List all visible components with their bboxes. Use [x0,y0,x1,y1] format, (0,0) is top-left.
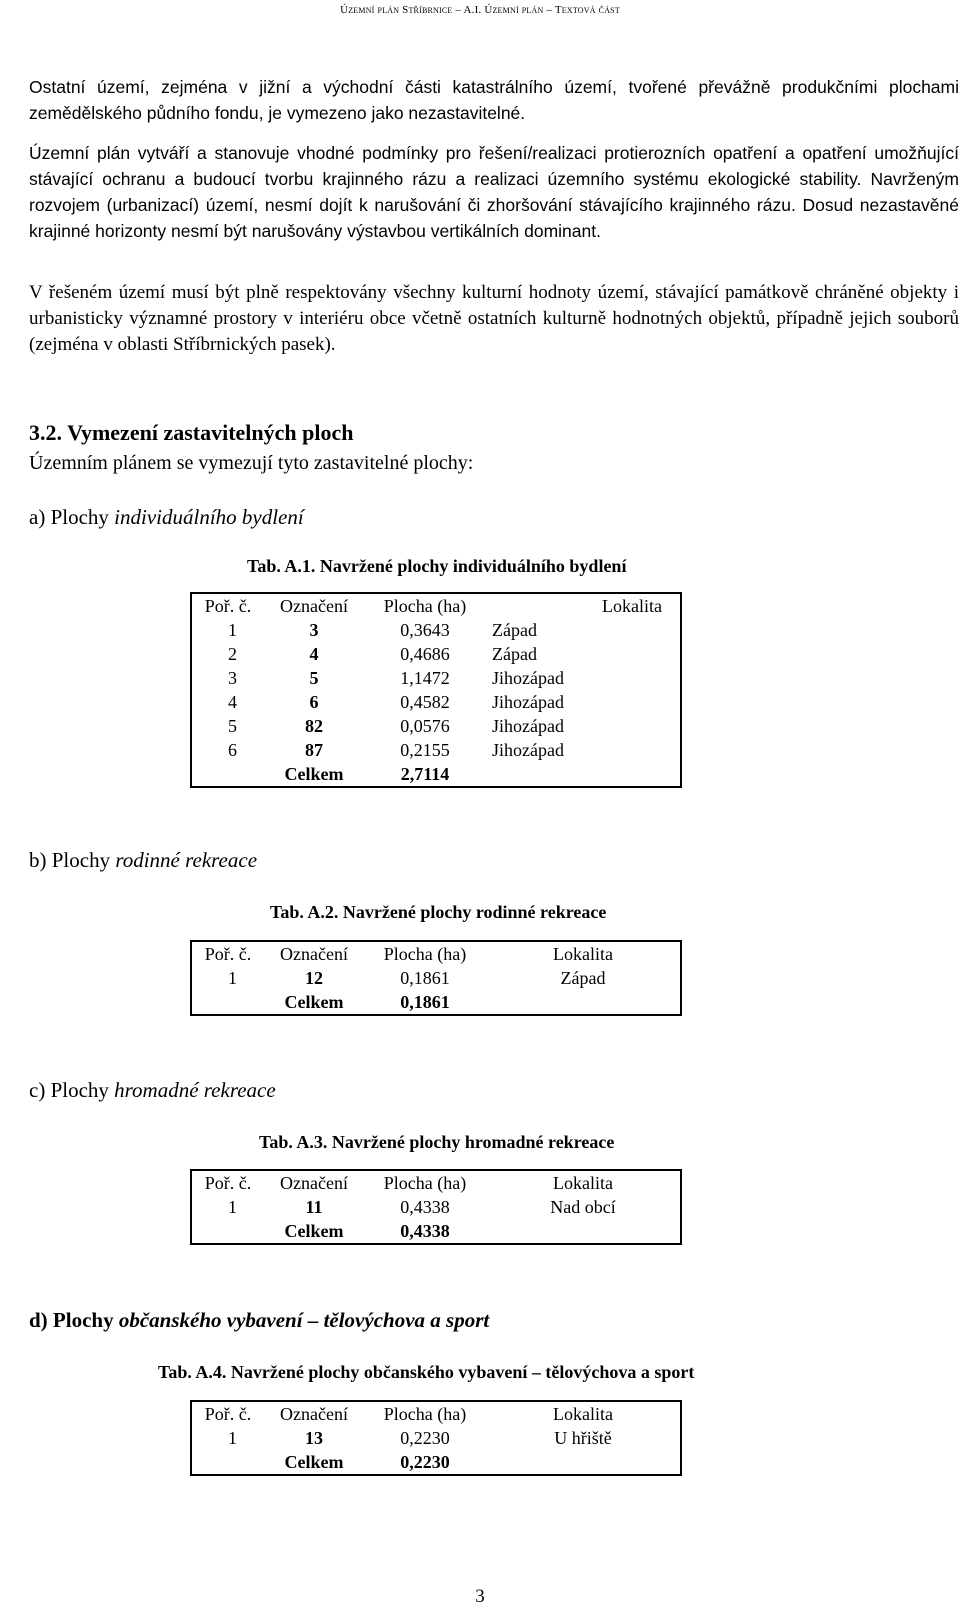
cell-empty [191,1450,264,1475]
cell-total-value: 0,4338 [364,1219,486,1244]
cell-oznaceni: 82 [305,716,323,736]
table-row [191,714,681,738]
cell-plocha: 0,0576 [400,716,450,736]
header-por: Poř. č. [191,593,264,618]
cell-plocha: 0,4338 [400,1197,450,1217]
cell-oznaceni: 13 [305,1428,323,1448]
cell-total-value: 0,2230 [364,1450,486,1475]
cell-total-label: Celkem [264,1219,364,1244]
header-lokalita: Lokalita [486,941,681,966]
table-row [191,1195,681,1219]
cell-lokalita: Jihozápad [486,666,681,690]
paragraph-landscape-d: Dosud nezastavěné krajinné horizonty nesmí být narušovány výstavbou vertikálních dominant. [29,195,959,241]
group-c-prefix: c) Plochy [29,1078,115,1102]
table-a4-caption: Tab. A.4. Navržené plochy občanského vybavení – tělovýchova a sport [158,1362,695,1382]
header-por: Poř. č. [191,1170,264,1195]
cell-por: 4 [191,690,264,714]
group-c-heading [29,1078,276,1103]
table-a3-caption: Tab. A.3. Navržené plochy hromadné rekreace [259,1132,615,1152]
table-total-row [191,1450,681,1475]
header-lokalita: Lokalita [486,593,681,618]
cell-plocha: 1,1472 [400,668,450,688]
cell-plocha: 0,2230 [400,1428,450,1448]
table-header-row [191,1401,681,1426]
header-por: Poř. č. [191,941,264,966]
table-row [191,618,681,642]
table-header-row [191,941,681,966]
header-plocha: Plocha (ha) [364,593,486,618]
cell-lokalita: Nad obcí [486,1195,681,1219]
cell-plocha: 0,3643 [400,620,450,640]
group-b-heading [29,848,257,873]
cell-por: 1 [191,1426,264,1450]
cell-plocha: 0,4582 [400,692,450,712]
table-row [191,966,681,990]
cell-por: 1 [191,618,264,642]
group-d-heading [29,1308,489,1333]
cell-lokalita: Jihozápad [486,714,681,738]
cell-oznaceni: 4 [309,644,319,664]
running-header: Územní plán Stříbrnice – A.I. Územní plán – Textová část [340,4,620,16]
cell-lokalita: Západ [486,966,681,990]
cell-total-label: Celkem [264,762,364,787]
section-heading: 3.2. Vymezení zastavitelných ploch [29,420,354,445]
header-oznaceni: Označení [264,593,364,618]
cell-oznaceni: 87 [305,740,323,760]
cell-empty [486,990,681,1015]
group-d-prefix: d) Plochy [29,1308,119,1332]
cell-por: 1 [191,966,264,990]
header-lokalita: Lokalita [486,1170,681,1195]
table-a1-caption: Tab. A.1. Navržené plochy individuálního bydlení [247,556,627,576]
cell-plocha: 0,4686 [400,644,450,664]
paragraph-landscape [29,140,959,244]
table-total-row [191,990,681,1015]
paragraph-landscape-c: Navrženým rozvojem (urbanizací) území, nesmí dojít k narušování či zhoršování stávajícího krajinného rázu. [29,169,959,215]
table-a4 [190,1400,682,1476]
cell-oznaceni: 6 [309,692,319,712]
table-row [191,690,681,714]
cell-lokalita: Západ [486,618,681,642]
header-por: Poř. č. [191,1401,264,1426]
cell-oznaceni: 12 [305,968,323,988]
table-header-row [191,1170,681,1195]
cell-por: 5 [191,714,264,738]
cell-lokalita: Západ [486,642,681,666]
table-header-row [191,593,681,618]
header-plocha: Plocha (ha) [364,1401,486,1426]
group-b-prefix: b) Plochy [29,848,116,872]
cell-por: 6 [191,738,264,762]
paragraph-landscape-b: opatření umožňující stávající ochranu a budoucí tvorbu krajinného rázu a realizaci územního systému ekologické stability. [29,143,959,189]
section-intro: Územním plánem se vymezují tyto zastavitelné plochy: [29,452,474,474]
table-total-row [191,1219,681,1244]
cell-empty [486,762,681,787]
table-a2 [190,940,682,1016]
table-row [191,738,681,762]
header-lokalita: Lokalita [486,1401,681,1426]
cell-lokalita: U hřiště [486,1426,681,1450]
cell-empty [191,990,264,1015]
table-row [191,642,681,666]
table-a1 [190,592,682,788]
group-a-name: individuálního bydlení [114,505,304,529]
group-a-heading [29,505,304,530]
table-a3 [190,1169,682,1245]
cell-plocha: 0,2155 [400,740,450,760]
table-row [191,666,681,690]
cell-por: 3 [191,666,264,690]
group-b-name: rodinné rekreace [115,848,258,872]
header-plocha: Plocha (ha) [364,1170,486,1195]
cell-lokalita: Jihozápad [486,738,681,762]
group-c-name: hromadné rekreace [114,1078,276,1102]
cell-oznaceni: 3 [309,620,319,640]
cell-empty [486,1450,681,1475]
cell-total-value: 2,7114 [364,762,486,787]
table-a2-caption: Tab. A.2. Navržené plochy rodinné rekreace [270,902,607,922]
cell-oznaceni: 11 [305,1197,323,1217]
cell-lokalita: Jihozápad [486,690,681,714]
cell-por: 2 [191,642,264,666]
paragraph-landscape-a: Územní plán vytváří a stanovuje vhodné podmínky pro řešení/realizaci protierozních opatření a [29,143,795,163]
header-oznaceni: Označení [264,941,364,966]
cell-plocha: 0,1861 [400,968,450,988]
header-oznaceni: Označení [264,1170,364,1195]
cell-empty [191,1219,264,1244]
cell-por: 1 [191,1195,264,1219]
table-total-row [191,762,681,787]
header-oznaceni: Označení [264,1401,364,1426]
cell-empty [191,762,264,787]
group-d-name: občanského vybavení – tělovýchova a sport [118,1308,490,1332]
cell-total-value: 0,1861 [364,990,486,1015]
paragraph-nonbuildable: Ostatní území, zejména v jižní a východní části katastrálního území, tvořené převážně produkčními plochami zemědělského půdního fondu, je vymezeno jako nezastavitelné. [29,77,959,123]
cell-empty [486,1219,681,1244]
page-number: 3 [475,1586,485,1607]
group-a-prefix: a) Plochy [29,505,115,529]
table-row [191,1426,681,1450]
cell-oznaceni: 5 [309,668,319,688]
cell-total-label: Celkem [264,1450,364,1475]
header-plocha: Plocha (ha) [364,941,486,966]
paragraph-cultural-values: V řešeném území musí být plně respektovány všechny kulturní hodnoty území, stávající památkově chráněné objekty i urbanisticky významné prostory v interiéru obce včetně ostatních kulturně hodnotných objektů, případně jejich souborů (zejména v oblasti Stříbrnických pasek). [29,282,959,355]
cell-total-label: Celkem [264,990,364,1015]
